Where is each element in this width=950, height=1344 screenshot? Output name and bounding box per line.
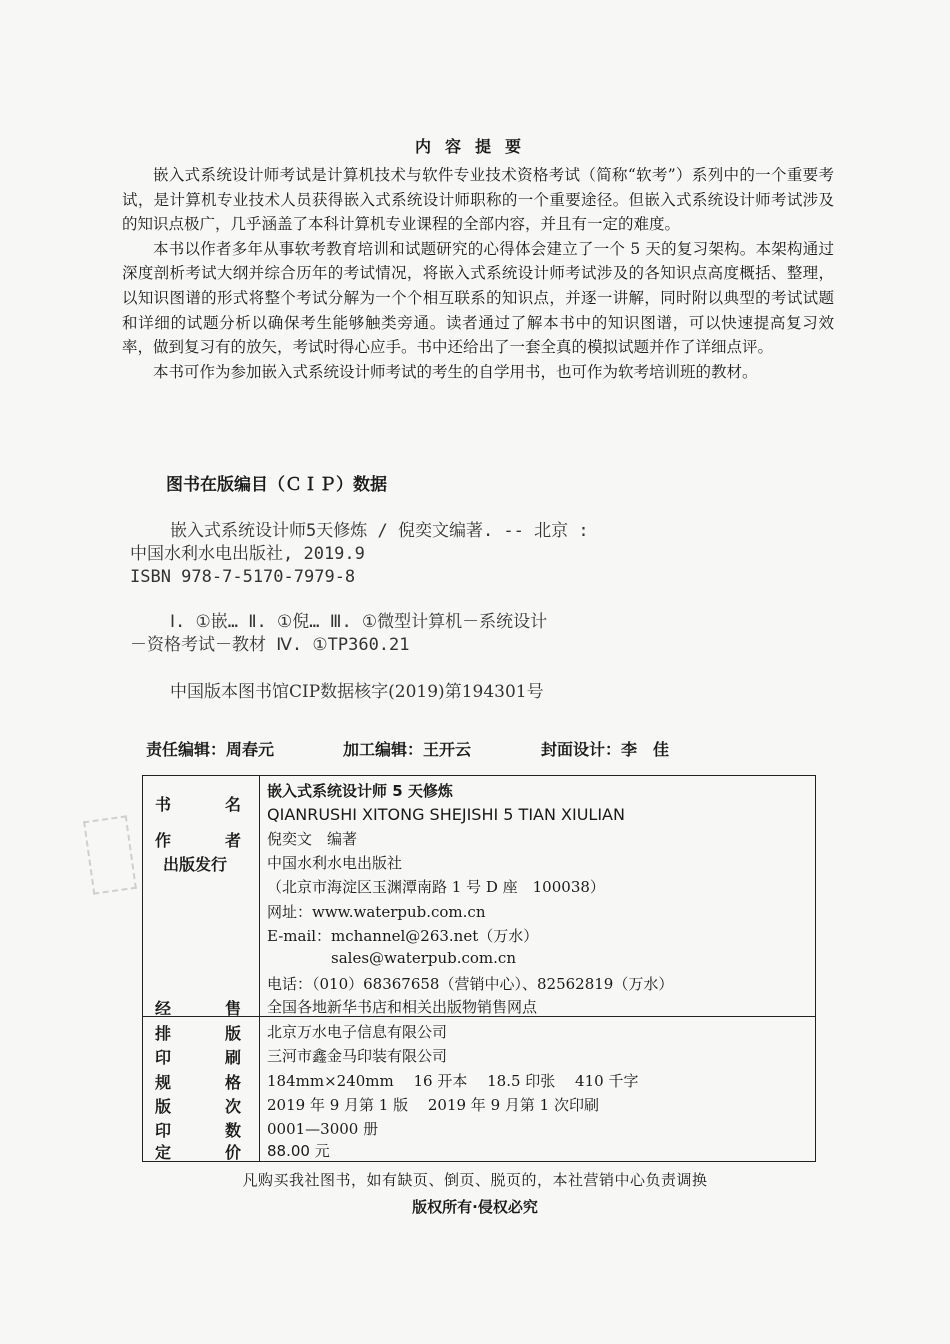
spec: 184mm×240mm 16 开本 18.5 印张 410 千字 bbox=[267, 1072, 639, 1090]
website: 网址：www.waterpub.com.cn bbox=[267, 903, 486, 921]
label-edition: 版 次 bbox=[155, 1097, 241, 1116]
print-count: 0001—3000 册 bbox=[267, 1120, 379, 1138]
email-sales: sales@waterpub.com.cn bbox=[331, 949, 516, 967]
table-divider bbox=[259, 776, 260, 1161]
responsible-editor: 责任编辑：周春元 bbox=[146, 740, 275, 759]
book-name-pinyin: QIANRUSHI XITONG SHEJISHI 5 TIAN XIULIAN bbox=[267, 805, 625, 824]
summary-body bbox=[122, 163, 834, 384]
cover-designer: 封面设计：李 佳 bbox=[541, 740, 670, 759]
cip-line: 中国水利水电出版社, 2019.9 bbox=[130, 544, 365, 564]
label-publisher: 出版发行 bbox=[163, 855, 228, 874]
label-author: 作 者 bbox=[155, 831, 241, 850]
cip-line: －资格考试－教材 Ⅳ. ①TP360.21 bbox=[130, 635, 410, 655]
cip-line: ISBN 978-7-5170-7979-8 bbox=[130, 567, 356, 587]
label-print-count: 印 数 bbox=[155, 1121, 241, 1140]
cip-line: 中国版本图书馆CIP数据核字(2019)第194301号 bbox=[170, 682, 544, 702]
typesetting: 北京万水电子信息有限公司 bbox=[267, 1023, 448, 1041]
label-price: 定 价 bbox=[155, 1143, 241, 1162]
label-book-name: 书 名 bbox=[155, 795, 241, 814]
label-distribution: 经 售 bbox=[155, 999, 241, 1018]
distribution: 全国各地新华书店和相关出版物销售网点 bbox=[267, 998, 538, 1016]
publication-info-table bbox=[142, 775, 816, 1162]
email: E-mail：mchannel@263.net（万水） bbox=[267, 927, 539, 945]
copyright-notice: 版权所有·侵权必究 bbox=[412, 1198, 538, 1216]
publisher-address: （北京市海淀区玉渊潭南路 1 号 D 座 100038） bbox=[267, 878, 605, 896]
summary-paragraph: 嵌入式系统设计师考试是计算机技术与软件专业技术资格考试（简称“软考”）系列中的一个重要考试，是计算机专业技术人员获得嵌入式系统设计师职称的一个重要途径。但嵌入式系统设计师考试涉及的知识点极广，几乎涵盖了本科计算机专业课程的全部内容，并且有一定的难度。 bbox=[122, 166, 834, 234]
return-notice: 凡购买我社图书，如有缺页、倒页、脱页的，本社营销中心负责调换 bbox=[242, 1171, 708, 1189]
label-typesetting: 排 版 bbox=[155, 1024, 241, 1043]
phone: 电话：（010）68367658（营销中心）、82562819（万水） bbox=[267, 975, 674, 993]
cip-heading: 图书在版编目（ＣＩＰ）数据 bbox=[166, 475, 387, 495]
faint-stamp-mark bbox=[83, 815, 137, 894]
edition: 2019 年 9 月第 1 版 2019 年 9 月第 1 次印刷 bbox=[267, 1096, 599, 1114]
book-name: 嵌入式系统设计师 5 天修炼 bbox=[267, 782, 453, 800]
cip-number bbox=[130, 681, 670, 704]
summary-paragraph: 本书以作者多年从事软考教育培训和试题研究的心得体会建立了一个 5 天的复习架构。本架构通过深度剖析考试大纲并综合历年的考试情况，将嵌入式系统设计师考试涉及的各知识点高度概括、整理，以知识图谱的形式将整个考试分解为一个个相互联系的知识点，并逐一讲解，同时附以典型的考试试题和详细的试题分析以确保考生能够触类旁通。读者通过了解本书中的知识图谱，可以快速提高复习效率，做到复习有的放矢，考试时得心应手。书中还给出了一套全真的模拟试题并作了详细点评。 bbox=[122, 239, 834, 357]
label-printing: 印 刷 bbox=[155, 1048, 241, 1067]
label-spec: 规 格 bbox=[155, 1073, 241, 1092]
summary-title: 内容提要 bbox=[414, 137, 535, 156]
cip-classification bbox=[130, 611, 670, 657]
author: 倪奕文 编著 bbox=[267, 830, 358, 848]
processing-editor: 加工编辑：王开云 bbox=[343, 740, 472, 759]
cip-record bbox=[130, 520, 670, 589]
printing: 三河市鑫金马印装有限公司 bbox=[267, 1047, 448, 1065]
summary-paragraph: 本书可作为参加嵌入式系统设计师考试的考生的自学用书，也可作为软考培训班的教材。 bbox=[153, 362, 758, 381]
price: 88.00 元 bbox=[267, 1142, 330, 1160]
publisher: 中国水利水电出版社 bbox=[267, 854, 403, 872]
cip-line: 嵌入式系统设计师5天修炼 / 倪奕文编著. -- 北京 : bbox=[170, 521, 589, 541]
cip-line: Ⅰ. ①嵌… Ⅱ. ①倪… Ⅲ. ①微型计算机－系统设计 bbox=[170, 612, 548, 632]
